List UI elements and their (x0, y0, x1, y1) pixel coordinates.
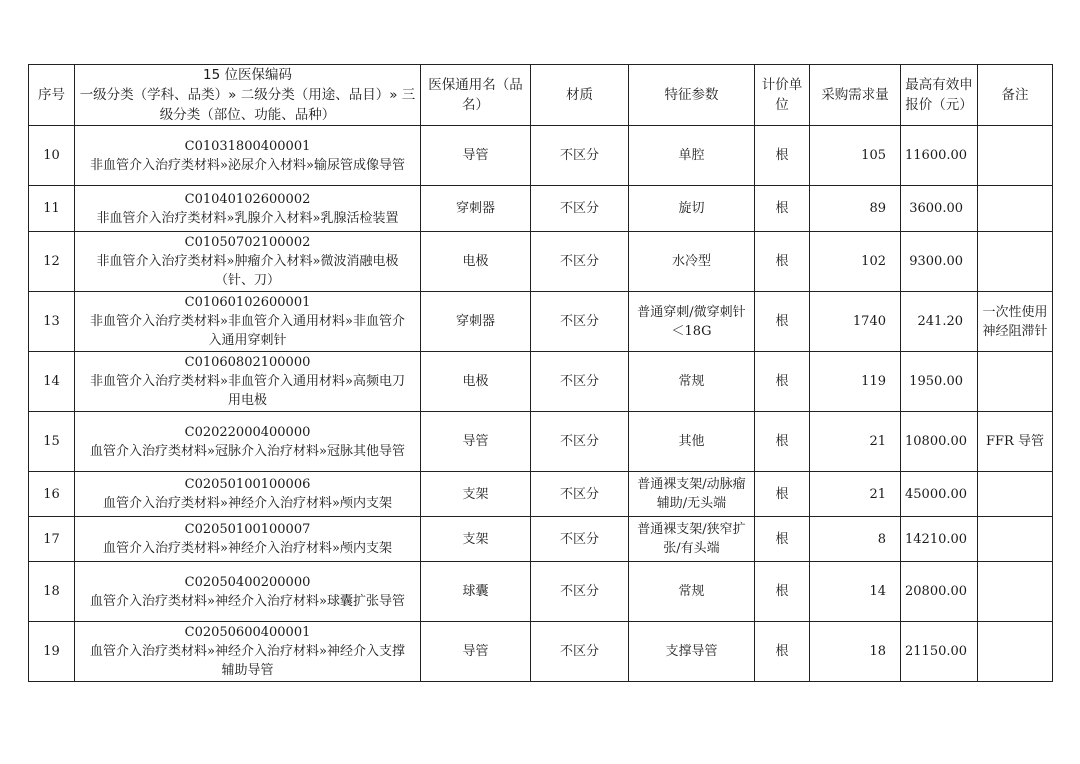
cell-seq: 18 (29, 562, 75, 622)
table-row (29, 622, 1053, 682)
header-demand: 采购需求量 (810, 65, 901, 126)
cell-max-price: 1950.00 (901, 352, 978, 412)
cell-seq: 16 (29, 472, 75, 517)
cell-code-number: C01060102600001 (184, 295, 311, 310)
cell-seq: 11 (29, 186, 75, 232)
cell-code-number: C02050400200000 (184, 574, 311, 590)
cell-code (75, 292, 421, 352)
cell-code (75, 622, 421, 682)
table-row (29, 352, 1053, 412)
cell-code-number: C01031800400001 (184, 138, 311, 154)
cell-code-path: 血管介入治疗类材料»神经介入治疗材料»球囊扩张导管 (90, 593, 405, 609)
cell-unit: 根 (755, 292, 810, 352)
cell-code (75, 517, 421, 562)
cell-max-price: 20800.00 (901, 562, 978, 622)
cell-code-path: 血管介入治疗类材料»神经介入治疗材料»神经介入支撑辅助导管 (90, 644, 405, 678)
cell-code (75, 352, 421, 412)
cell-demand: 14 (810, 562, 901, 622)
cell-generic-name: 导管 (421, 622, 531, 682)
cell-code-number: C02050100100006 (184, 477, 311, 492)
header-code-title: 15 位医保编码 (203, 67, 292, 83)
cell-unit: 根 (755, 186, 810, 232)
table-row (29, 412, 1053, 472)
cell-feature: 旋切 (629, 186, 755, 232)
cell-feature: 单腔 (629, 126, 755, 186)
header-code (75, 65, 421, 126)
cell-max-price: 45000.00 (901, 472, 978, 517)
cell-seq: 15 (29, 412, 75, 472)
cell-remark (978, 352, 1053, 412)
cell-feature: 支撑导管 (629, 622, 755, 682)
cell-code-path: 非血管介入治疗类材料»非血管介入通用材料»高频电刀用电极 (90, 374, 405, 408)
cell-remark (978, 517, 1053, 562)
cell-remark (978, 186, 1053, 232)
table-row (29, 517, 1053, 562)
cell-material: 不区分 (531, 562, 629, 622)
cell-seq: 19 (29, 622, 75, 682)
header-material: 材质 (531, 65, 629, 126)
cell-code-path: 非血管介入治疗类材料»泌尿介入材料»输尿管成像导管 (90, 157, 405, 173)
cell-generic-name: 导管 (421, 126, 531, 186)
cell-demand: 119 (810, 352, 901, 412)
cell-material: 不区分 (531, 126, 629, 186)
header-feature: 特征参数 (629, 65, 755, 126)
cell-unit: 根 (755, 622, 810, 682)
cell-material: 不区分 (531, 622, 629, 682)
cell-generic-name: 支架 (421, 517, 531, 562)
cell-seq: 13 (29, 292, 75, 352)
cell-max-price: 9300.00 (901, 232, 978, 292)
table-body (29, 126, 1053, 682)
cell-feature: 其他 (629, 412, 755, 472)
cell-remark: FFR 导管 (978, 412, 1053, 472)
cell-remark (978, 472, 1053, 517)
cell-code (75, 412, 421, 472)
cell-code-path: 非血管介入治疗类材料»乳腺介入材料»乳腺活检装置 (96, 210, 399, 226)
cell-feature: 普通穿刺/微穿刺针＜18G (629, 292, 755, 352)
cell-max-price: 3600.00 (901, 186, 978, 232)
cell-remark (978, 126, 1053, 186)
cell-code (75, 186, 421, 232)
cell-demand: 105 (810, 126, 901, 186)
cell-generic-name: 穿刺器 (421, 292, 531, 352)
cell-max-price: 21150.00 (901, 622, 978, 682)
cell-demand: 1740 (810, 292, 901, 352)
cell-unit: 根 (755, 412, 810, 472)
cell-generic-name: 穿刺器 (421, 186, 531, 232)
cell-code-number: C01060802100000 (184, 355, 311, 370)
header-seq: 序号 (29, 65, 75, 126)
cell-generic-name: 电极 (421, 352, 531, 412)
cell-remark (978, 232, 1053, 292)
table-row (29, 232, 1053, 292)
header-code-levels: 一级分类（学科、品类）» 二级分类（用途、品目）» 三级分类（部位、功能、品种） (79, 87, 416, 123)
cell-code-path: 非血管介入治疗类材料»非血管介入通用材料»非血管介入通用穿刺针 (90, 314, 405, 348)
cell-material: 不区分 (531, 517, 629, 562)
cell-code-number: C02050100100007 (184, 522, 311, 537)
cell-unit: 根 (755, 126, 810, 186)
cell-code (75, 472, 421, 517)
cell-demand: 8 (810, 517, 901, 562)
cell-seq: 12 (29, 232, 75, 292)
cell-code-path: 血管介入治疗类材料»神经介入治疗材料»颅内支架 (103, 541, 392, 556)
cell-material: 不区分 (531, 412, 629, 472)
cell-unit: 根 (755, 232, 810, 292)
cell-demand: 18 (810, 622, 901, 682)
cell-remark (978, 562, 1053, 622)
cell-max-price: 241.20 (901, 292, 978, 352)
cell-material: 不区分 (531, 292, 629, 352)
cell-code-number: C02050600400001 (184, 625, 311, 640)
header-remark: 备注 (978, 65, 1053, 126)
cell-material: 不区分 (531, 352, 629, 412)
table-row (29, 472, 1053, 517)
cell-generic-name: 导管 (421, 412, 531, 472)
cell-max-price: 11600.00 (901, 126, 978, 186)
cell-feature: 常规 (629, 352, 755, 412)
cell-seq: 14 (29, 352, 75, 412)
cell-generic-name: 球囊 (421, 562, 531, 622)
cell-seq: 10 (29, 126, 75, 186)
header-generic-name: 医保通用名（品名） (421, 65, 531, 126)
cell-max-price: 14210.00 (901, 517, 978, 562)
cell-code-path: 血管介入治疗类材料»神经介入治疗材料»颅内支架 (103, 496, 392, 511)
cell-generic-name: 支架 (421, 472, 531, 517)
cell-feature: 常规 (629, 562, 755, 622)
cell-demand: 21 (810, 412, 901, 472)
procurement-table (28, 64, 1053, 682)
cell-feature: 普通裸支架/动脉瘤辅助/无头端 (629, 472, 755, 517)
header-unit: 计价单位 (755, 65, 810, 126)
cell-material: 不区分 (531, 232, 629, 292)
cell-code (75, 232, 421, 292)
cell-material: 不区分 (531, 186, 629, 232)
cell-remark (978, 622, 1053, 682)
cell-code-number: C01040102600002 (184, 191, 311, 207)
cell-generic-name: 电极 (421, 232, 531, 292)
cell-code (75, 562, 421, 622)
cell-demand: 89 (810, 186, 901, 232)
cell-material: 不区分 (531, 472, 629, 517)
cell-seq: 17 (29, 517, 75, 562)
cell-demand: 21 (810, 472, 901, 517)
cell-feature: 普通裸支架/狭窄扩张/有头端 (629, 517, 755, 562)
table-row (29, 562, 1053, 622)
cell-code-number: C01050702100002 (184, 235, 311, 250)
cell-remark: 一次性使用神经阻滞针 (978, 292, 1053, 352)
table-row (29, 126, 1053, 186)
cell-code-path: 非血管介入治疗类材料»肿瘤介入材料»微波消融电极（针、刀） (96, 254, 399, 288)
cell-unit: 根 (755, 517, 810, 562)
header-max-price: 最高有效申报价（元） (901, 65, 978, 126)
cell-code-number: C02022000400000 (184, 424, 311, 440)
cell-unit: 根 (755, 352, 810, 412)
cell-feature: 水冷型 (629, 232, 755, 292)
cell-code-path: 血管介入治疗类材料»冠脉介入治疗材料»冠脉其他导管 (90, 443, 405, 459)
header-row (29, 65, 1053, 126)
table-row (29, 292, 1053, 352)
table-row (29, 186, 1053, 232)
cell-unit: 根 (755, 562, 810, 622)
cell-unit: 根 (755, 472, 810, 517)
cell-max-price: 10800.00 (901, 412, 978, 472)
cell-code (75, 126, 421, 186)
cell-demand: 102 (810, 232, 901, 292)
